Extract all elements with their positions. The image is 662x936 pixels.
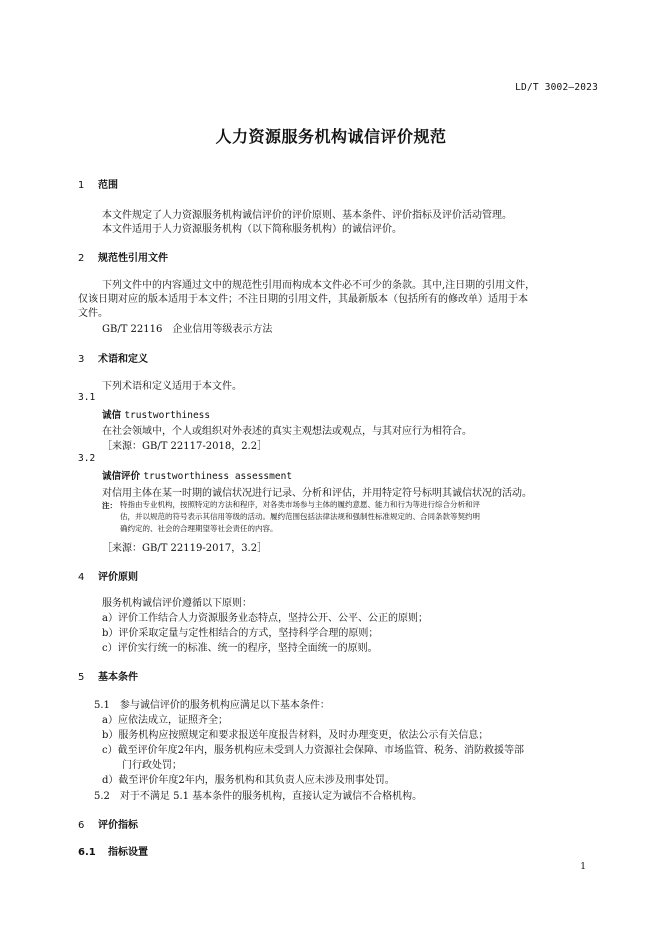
note-label: 注： [102,501,117,510]
paragraph: 本文件规定了人力资源服务机构诚信评价的评价原则、基本条件、评价指标及评价活动管理。 [102,210,512,221]
term-definition: 对信用主体在某一时期的诚信状况进行记录、分析和评估，并用特定符号标明其诚信状况的活动。 [102,488,532,499]
section-title: 范围 [98,180,118,191]
paragraph-line: 文件。 [78,308,108,319]
clause-5-2: 5.2 对于不满足 5.1 基本条件的服务机构，直接认定为诚信不合格机构。 [94,791,423,802]
section-number: 6 [78,820,85,831]
paragraph: 服务机构诚信评价遵循以下原则： [102,598,252,609]
term-chinese: 诚信评价 [102,471,141,482]
document-title: 人力资源服务机构诚信评价规范 [215,127,447,146]
list-item: b）评价采取定量与定性相结合的方式，坚持科学合理的原则； [102,628,379,639]
term-chinese: 诚信 [102,410,122,421]
list-item: d）截至评价年度2年内，服务机构和其负责人应未涉及刑事处罚。 [102,775,395,786]
note-line: 估，并以规范的符号表示其信用等级的活动。履约范围包括法律法规和强制性标准规定的、合同条款等契约明 [120,512,480,521]
term-english: trustworthiness assessment [143,471,293,482]
section-title: 基本条件 [98,672,138,683]
section-number: 1 [78,180,85,191]
page-number: 1 [580,862,586,872]
list-item: b）服务机构应按照规定和要求报送年度报告材料，及时办理变更，依法公示有关信息； [102,730,489,741]
paragraph-line: 仅该日期对应的版本适用于本文件；不注日期的引用文件，其最新版本（包括所有的修改单）适用于本 [78,294,528,305]
paragraph: 下列术语和定义适用于本文件。 [102,381,242,392]
term-definition: 在社会领域中，个人或组织对外表述的真实主观想法或观点，与其对应行为相符合。 [102,426,472,437]
section-5-heading [78,668,138,683]
section-title: 评价原则 [98,572,138,583]
section-6-heading [78,816,138,831]
term-source: ［来源：GB/T 22119-2017，3.2］ [102,543,268,554]
section-number: 5 [78,672,85,683]
list-item-continuation: 门行政处罚； [122,760,182,771]
note-line: 特指由专业机构，按照特定的方法和程序，对各类市场参与主体的履约意愿、能力和行为等进行综合分析和评 [120,500,480,509]
section-title: 规范性引用文件 [98,253,168,264]
section-title: 术语和定义 [98,354,148,365]
section-title: 评价指标 [98,820,138,831]
section-3-heading [78,350,148,365]
section-1-heading [78,176,118,191]
section-number: 2 [78,253,85,264]
section-number: 4 [78,572,85,583]
term-entry [102,407,210,421]
term-english: trustworthiness [124,410,211,421]
list-item: c）评价实行统一的标准、统一的程序，坚持全面统一的原则。 [102,643,378,654]
term-number: 3.1 [78,392,96,403]
subsection-number: 6.1 [78,847,96,858]
list-item: a）应依法成立，证照齐全； [102,715,228,726]
clause-5-1: 5.1 参与诚信评价的服务机构应满足以下基本条件： [94,700,330,711]
subsection-6-1-heading [78,843,148,858]
term-source: ［来源：GB/T 22117-2018，2.2］ [102,441,268,452]
section-2-heading [78,249,168,264]
term-entry [102,468,292,482]
normative-reference: GB/T 22116 企业信用等级表示方法 [102,324,273,335]
list-item: c）截至评价年度2年内，服务机构应未受到人力资源社会保障、市场监管、税务、消防救援等部 [102,745,524,756]
standard-number: LD/T 3002—2023 [515,82,598,93]
term-number: 3.2 [78,453,96,464]
note-line: 确约定的、社会的合理期望等社会责任的内容。 [120,524,278,533]
paragraph-line: 下列文件中的内容通过文中的规范性引用而构成本文件必不可少的条款。其中,注日期的引用文件， [102,280,536,291]
list-item: a）评价工作结合人力资源服务业态特点，坚持公开、公平、公正的原则； [102,613,428,624]
section-number: 3 [78,354,85,365]
subsection-title: 指标设置 [108,847,148,858]
paragraph: 本文件适用于人力资源服务机构（以下简称服务机构）的诚信评价。 [102,224,402,235]
section-4-heading [78,568,138,583]
